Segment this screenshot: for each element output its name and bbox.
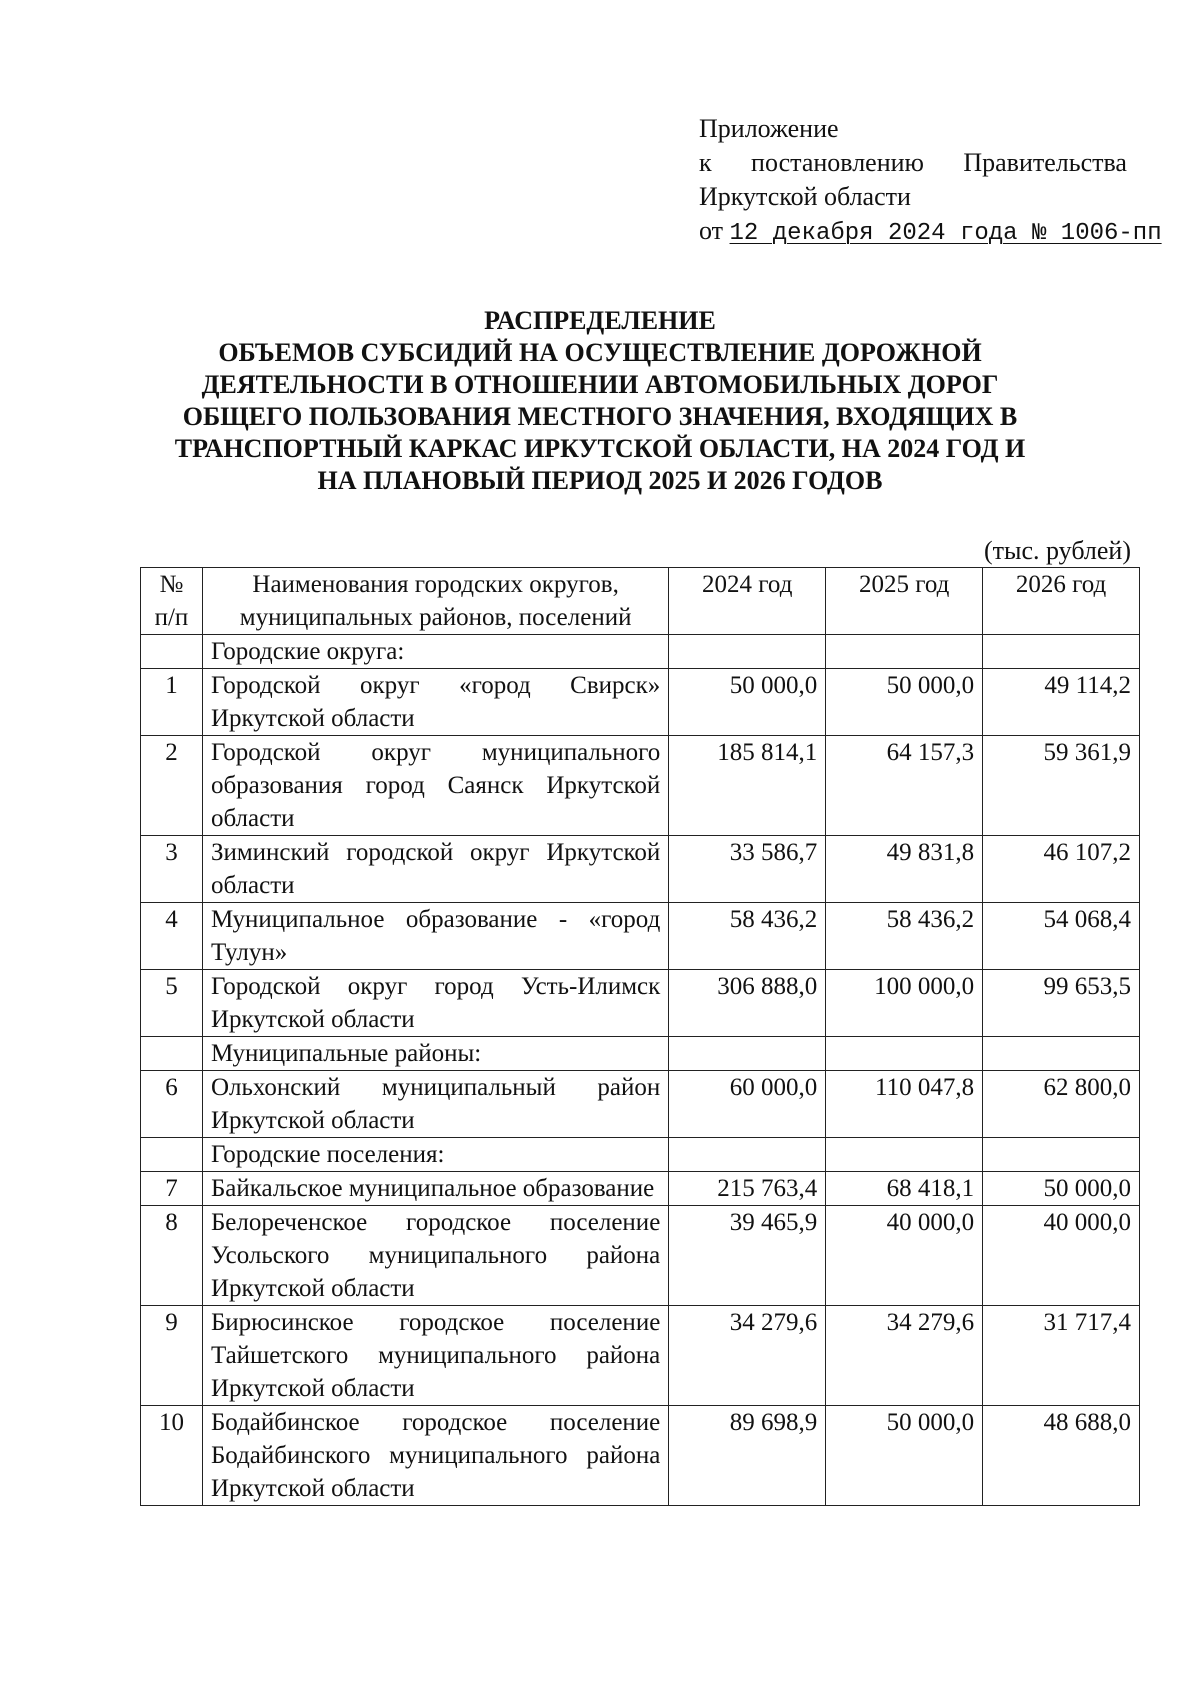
row-value-2026: 50 000,0 [983,1172,1140,1206]
row-name: Байкальское муниципальное образование [202,1172,668,1206]
row-value-2025: 40 000,0 [826,1206,983,1306]
title-line: ОБЩЕГО ПОЛЬЗОВАНИЯ МЕСТНОГО ЗНАЧЕНИЯ, ВХОДЯЩИХ В [182,402,1018,431]
row-num: 10 [141,1406,203,1506]
row-name: Зиминский городской округ Иркутской области [202,836,668,903]
row-value-2024: 185 814,1 [669,736,826,836]
title-line: ДЕЯТЕЛЬНОСТИ В ОТНОШЕНИИ АВТОМОБИЛЬНЫХ ДОРОГ [201,370,999,399]
table-row [141,669,1140,736]
appendix-government: Правительства [963,148,1127,177]
row-value-2024: 60 000,0 [669,1071,826,1138]
row-name: Бирюсинское городское поселение Тайшетского муниципального района Иркутской области [202,1306,668,1406]
section-row [141,1037,1140,1071]
row-value-2024: 33 586,7 [669,836,826,903]
table-row [141,1306,1140,1406]
row-value-2026: 31 717,4 [983,1306,1140,1406]
appendix-date-line [699,214,1162,251]
row-num: 2 [141,736,203,836]
row-value-2025: 50 000,0 [826,1406,983,1506]
section-empty-cell [826,635,983,669]
table-header-row [141,568,1140,635]
row-num: 6 [141,1071,203,1138]
appendix-label: Приложение [699,114,839,143]
header-name: Наименования городских округов, муниципальных районов, поселений [202,568,668,635]
section-empty-cell [983,1138,1140,1172]
table-row [141,903,1140,970]
row-value-2024: 306 888,0 [669,970,826,1037]
row-value-2025: 58 436,2 [826,903,983,970]
row-num: 9 [141,1306,203,1406]
section-row [141,635,1140,669]
row-name: Городской округ «город Свирск» Иркутской области [202,669,668,736]
row-value-2024: 50 000,0 [669,669,826,736]
row-num: 3 [141,836,203,903]
section-empty-cell [669,1138,826,1172]
appendix-resolution: постановлению [751,148,924,177]
row-value-2025: 68 418,1 [826,1172,983,1206]
header-num: № п/п [141,568,203,635]
row-value-2026: 49 114,2 [983,669,1140,736]
appendix-date-prefix: от [699,216,724,245]
appendix-date-value: 12 декабря 2024 года № 1006-пп [729,220,1162,247]
row-value-2024: 34 279,6 [669,1306,826,1406]
table-row [141,970,1140,1037]
section-num-cell [141,1138,203,1172]
row-num: 8 [141,1206,203,1306]
row-value-2024: 58 436,2 [669,903,826,970]
section-empty-cell [826,1037,983,1071]
row-num: 1 [141,669,203,736]
document-title [150,305,1050,497]
row-num: 5 [141,970,203,1037]
distribution-table [140,567,1140,1506]
header-2026: 2026 год [983,568,1140,635]
section-label: Муниципальные районы: [202,1037,668,1071]
row-value-2024: 215 763,4 [669,1172,826,1206]
row-name: Городской округ муниципального образования город Саянск Иркутской области [202,736,668,836]
header-2024: 2024 год [669,568,826,635]
appendix-region: Иркутской области [699,182,911,211]
table-row [141,1406,1140,1506]
title-line: НА ПЛАНОВЫЙ ПЕРИОД 2025 И 2026 ГОДОВ [317,466,883,495]
row-name: Бодайбинское городское поселение Бодайбинского муниципального района Иркутской области [202,1406,668,1506]
row-value-2026: 40 000,0 [983,1206,1140,1306]
section-empty-cell [983,1037,1140,1071]
row-num: 4 [141,903,203,970]
row-value-2024: 39 465,9 [669,1206,826,1306]
row-value-2026: 54 068,4 [983,903,1140,970]
table-row [141,736,1140,836]
table-row [141,1206,1140,1306]
row-name: Ольхонский муниципальный район Иркутской области [202,1071,668,1138]
section-empty-cell [669,1037,826,1071]
row-value-2025: 64 157,3 [826,736,983,836]
appendix-block [699,112,1162,251]
row-value-2026: 48 688,0 [983,1406,1140,1506]
row-num: 7 [141,1172,203,1206]
row-value-2026: 99 653,5 [983,970,1140,1037]
row-name: Белореченское городское поселение Усольского муниципального района Иркутской области [202,1206,668,1306]
section-num-cell [141,635,203,669]
title-line: ОБЪЕМОВ СУБСИДИЙ НА ОСУЩЕСТВЛЕНИЕ ДОРОЖНОЙ [218,338,982,367]
appendix-to: к [699,148,712,177]
appendix-resolution-line [699,146,1127,180]
table-row [141,1071,1140,1138]
row-value-2025: 34 279,6 [826,1306,983,1406]
units-label: (тыс. рублей) [983,536,1131,565]
row-value-2024: 89 698,9 [669,1406,826,1506]
row-name: Городской округ город Усть-Илимск Иркутской области [202,970,668,1037]
section-empty-cell [669,635,826,669]
row-value-2026: 62 800,0 [983,1071,1140,1138]
table-row [141,1172,1140,1206]
section-row [141,1138,1140,1172]
title-line: РАСПРЕДЕЛЕНИЕ [484,306,716,335]
row-value-2025: 50 000,0 [826,669,983,736]
table-row [141,836,1140,903]
section-label: Городские поселения: [202,1138,668,1172]
row-value-2025: 49 831,8 [826,836,983,903]
title-line: ТРАНСПОРТНЫЙ КАРКАС ИРКУТСКОЙ ОБЛАСТИ, НА 2024 ГОД И [174,434,1026,463]
row-name: Муниципальное образование - «город Тулун» [202,903,668,970]
section-label: Городские округа: [202,635,668,669]
header-2025: 2025 год [826,568,983,635]
row-value-2026: 46 107,2 [983,836,1140,903]
section-empty-cell [983,635,1140,669]
section-num-cell [141,1037,203,1071]
row-value-2025: 100 000,0 [826,970,983,1037]
row-value-2026: 59 361,9 [983,736,1140,836]
row-value-2025: 110 047,8 [826,1071,983,1138]
section-empty-cell [826,1138,983,1172]
